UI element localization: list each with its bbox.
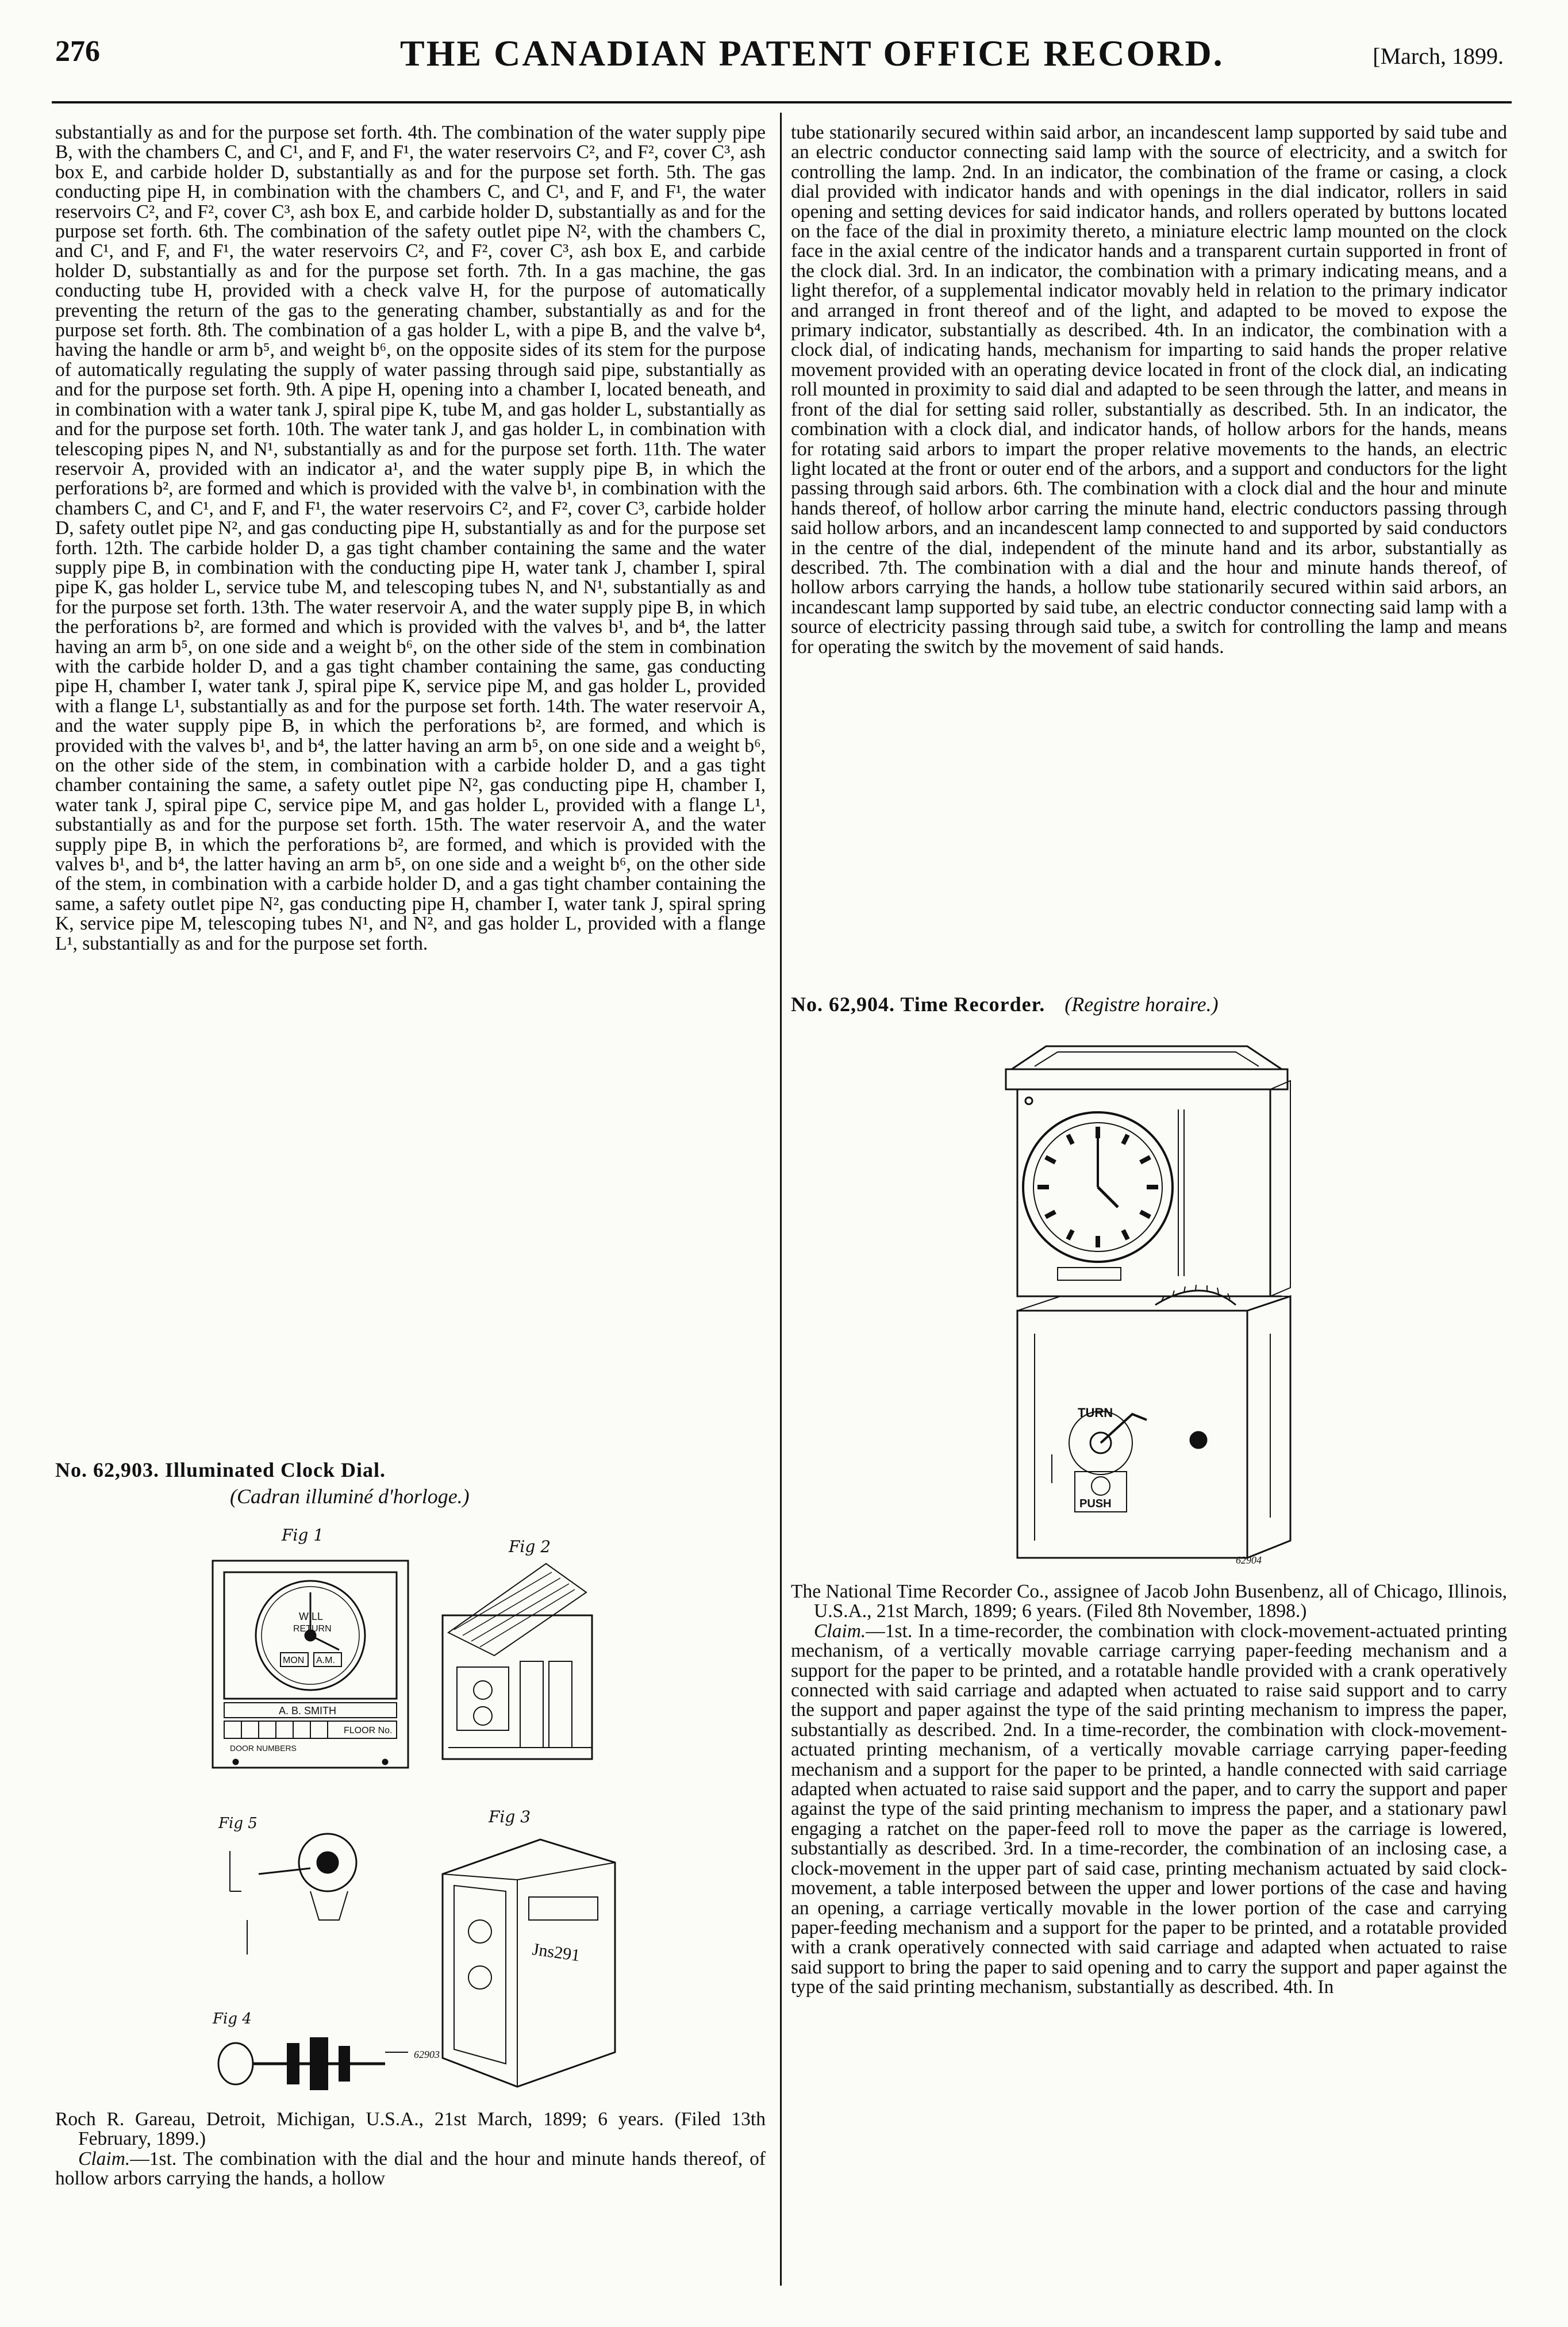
fig2-frame xyxy=(443,1615,592,1759)
recorder-lower-case xyxy=(1017,1311,1247,1558)
recorder-push-button xyxy=(1092,1477,1110,1495)
figure-62904-drawing xyxy=(977,1035,1333,1575)
fig2-column-b xyxy=(549,1661,572,1748)
fig-patent-number: 62903 xyxy=(414,2049,440,2060)
recorder-scale-arc xyxy=(1155,1291,1236,1305)
fig1-dial-text-return: RETURN xyxy=(293,1624,332,1634)
fig3-label: Fig 3 xyxy=(489,1807,531,1826)
entry-62904-text-block xyxy=(791,1582,1507,1998)
fig1-day-text: MON xyxy=(283,1656,305,1665)
figure-62904-illustration xyxy=(977,1035,1333,1575)
figure-62903-illustration xyxy=(195,1518,632,2092)
entry-62903-claim-text: —1st. The combination with the dial and the hour and minute hands thereof, of hollow arbors carrying the hands, a hollow xyxy=(55,2148,766,2190)
entry-62904-heading-line xyxy=(791,992,1219,1016)
header-rule xyxy=(52,101,1512,103)
entry-62903-claim xyxy=(55,2149,766,2189)
entry-62903-heading: No. 62,903. Illuminated Clock Dial. xyxy=(55,1458,386,1481)
left-column-continued-claims xyxy=(55,123,766,1439)
page-header xyxy=(55,32,1504,78)
right-continued-claims-text: tube stationarily secured within said arbor, an incandescent lamp supported by said tube and an electric conductor connecting said lamp with the source of electricity, and a switch for controlling the lamp. 2nd. In an indicator, the combination of the frame or casing, a clock dial provided with indicator hands and with openings in the dial indicator, rollers in said opening and setting devices for said indicator hands, and rollers operated by buttons located on the face of the dial in proximity thereto, a miniature electric lamp mounted on the clock face in the axial centre of the indicator hands and a transparent curtain supported in front of the clock dial. 3rd. In an indicator, the combination with a primary indicating means, and a light therefor, of a supplemental indicator movably held in relation to the primary indicator and arranged in front thereof and of the light, and adapted to be moved to expose the primary indicator, substantially as described. 4th. In an indicator, the combination with a clock dial, of indicating hands, mechanism for imparting to said hands the proper relative movement provided with an operating device located in front of the clock dial, an indicating roll mounted in proximity to said dial and adapted to be seen through the latter, and means in front of the dial for setting said roller, substantially as described. 5th. In an indicator, the combination with a clock dial, and indicator hands, of hollow arbors for the hands, means for rotating said arbors to impart the proper relative movements to the hands, an electric light located at the front or outer end of the arbors, and a support and conductors for the light passing through said arbors. 6th. The combination with a clock dial and the hour and minute hands thereof, of hollow arbor carring the minute hand, electric conductors passing through said hollow arbors, and an incandescent lamp connected to and supported by said conductors in the centre of the dial, independent of the minute hand and its arbor, substantially as described. 7th. The combination with a dial and the hour and minute hands thereof, of hollow arbors carrying the hands, a hollow tube stationarily secured within said arbors, an incandescant lamp supported by said tube, an electric conductor connecting said lamp with a source of electricity passing through said tube, a switch for controlling the lamp and means for operating the switch by the movement of said hands. xyxy=(791,122,1507,658)
entry-62904-applicant: The National Time Recorder Co., assignee of Jacob John Busenbenz, all of Chicago, Illinois, U.S.A., 21st March, 1899; 6 years. (Filed 8th November, 1898.) xyxy=(791,1581,1507,1622)
figure-62903-drawing xyxy=(195,1518,632,2092)
fig3-door-writing: Jns291 xyxy=(531,1940,582,1965)
recorder-turn-label: TURN xyxy=(1078,1406,1113,1420)
entry-62903-applicant-block xyxy=(55,2110,766,2189)
recorder-patent-number: 62904 xyxy=(1236,1554,1262,1566)
recorder-upper-case xyxy=(1017,1089,1270,1296)
entry-62903-french-title: (Cadran illuminé d'horloge.) xyxy=(230,1485,470,1508)
fig3-door xyxy=(454,1886,506,2064)
fig1-label: Fig 1 xyxy=(282,1526,324,1545)
fig1-ampm-text: A.M. xyxy=(316,1656,335,1665)
fig1-nameplate-text: A. B. SMITH xyxy=(279,1705,337,1717)
entry-62903-applicant: Roch R. Gareau, Detroit, Michigan, U.S.A., 21st March, 1899; 6 years. (Filed 13th February, 1899.) xyxy=(55,2109,766,2150)
entry-62904-heading: No. 62,904. Time Recorder. xyxy=(791,993,1046,1016)
fig1-floor-text: FLOOR No. xyxy=(344,1726,393,1735)
column-divider xyxy=(780,113,782,2286)
issue-date: [March, 1899. xyxy=(1373,43,1504,69)
entry-62904-french-title: (Registre horaire.) xyxy=(1064,993,1219,1016)
fig5-lamp xyxy=(317,1852,338,1873)
fig2-hinged-curtain xyxy=(448,1564,586,1656)
recorder-cornice xyxy=(1006,1069,1288,1089)
fig1-dial-text-will: WILL xyxy=(299,1611,324,1622)
entry-62904-claim xyxy=(791,1622,1507,1998)
page-number: 276 xyxy=(55,35,100,68)
page-title: THE CANADIAN PATENT OFFICE RECORD. xyxy=(400,33,1224,74)
fig3-case-outline xyxy=(443,1840,615,2087)
recorder-hour-hand xyxy=(1098,1187,1118,1207)
fig2-column-a xyxy=(520,1661,543,1748)
right-column-continued-claims xyxy=(791,123,1507,985)
recorder-lower-side xyxy=(1247,1296,1290,1558)
fig2-label: Fig 2 xyxy=(509,1537,551,1556)
fig5-label: Fig 5 xyxy=(218,1815,258,1832)
fig1-door-text: DOOR NUMBERS xyxy=(230,1744,297,1753)
continued-claims-text: substantially as and for the purpose set forth. 4th. The combination of the water supply pipe B, with the chambers C, and C¹, and F, and F¹, the water reservoirs C², and F², cover C³, ash box E, and carbide holder D, substantially as and for the purpose set forth. 5th. The gas conducting pipe H, in combination with the chambers C, and C¹, and F, and F¹, the water reservoirs C², and F², cover C³, ash box E, and carbide holder D, substantially as and for the purpose set forth. 6th. The combination of the safety outlet pipe N², with the chambers C, and C¹, and F, and F¹, the water reservoirs C², and F², cover C³, ash box E, and carbide holder D, substantially as and for the purpose set forth. 7th. In a gas machine, the gas conducting tube H, provided with a check valve H, for the purpose of automatically preventing the return of the gas to the generating chamber, substantially as and for the purpose set forth. 8th. The combination of a gas holder L, with a pipe B, and the valve b⁴, having the handle or arm b⁵, and weight b⁶, on the opposite sides of its stem for the purpose of automatically regulating the supply of water passing through said pipe, substantially as and for the purpose set forth. 9th. A pipe H, opening into a chamber I, located beneath, and in combination with a water tank J, spiral pipe K, tube M, and gas holder L, substantially as and for the purpose set forth. 10th. The water tank J, and gas holder L, in combination with telescoping pipes N, and N¹, substantially as and for the purpose set forth. 11th. The water reservoir A, provided with an indicator a¹, and the water supply pipe B, in which the perforations b², are formed and which is provided with the valve b¹, in combination with the chambers C, and C¹, and F, and F¹, the water reservoirs C², and F², cover C³, carbide holder D, safety outlet pipe N², and gas conducting pipe H, substantially as and for the purpose set forth. 12th. The carbide holder D, a gas tight chamber containing the same and the water supply pipe B, in combination with the conducting pipe H, water tank J, chamber I, spiral pipe K, gas holder L, service tube M, and telescoping tubes N, and N¹, substantially as and for the purpose set forth. 13th. The water reservoir A, and the water supply pipe B, in which the perforations b², are formed and which is provided with the valves b¹, and b⁴, the latter having an arm b⁵, on one side and a weight b⁶, on the other side of the stem in combination with the carbide holder D, and a gas tight chamber containing the same, gas conducting pipe H, chamber I, water tank J, spiral pipe K, service pipe M, and gas holder L, provided with a flange L¹, substantially as and for the purpose set forth. 14th. The water reservoir A, and the water supply pipe B, in which the perforations b², are formed, and which is provided with the valves b¹, and b⁴, the latter having an arm b⁵, on one side and a weight b⁶, on the other side of the stem, in combination with a carbide holder D, and a gas tight chamber containing the same, a safety outlet pipe N², gas conducting pipe H, chamber I, water tank J, spiral pipe C, service pipe M, and gas holder L, provided with a flange L¹, substantially as and for the purpose set forth. 15th. The water reservoir A, and the water supply pipe B, in which the perforations b², are formed, and which is provided with the valves b¹, and b⁴, the latter having an arm b⁵, on one side and a weight b⁶, on the other side of the stem, in combination with a carbide holder D, and a gas tight chamber containing the same, a safety outlet pipe N², gas conducting pipe H, chamber I, water tank J, spiral spring K, service pipe M, telescoping tubes N¹, and N², and gas holder L, provided with a flange L¹, substantially as and for the purpose set forth. xyxy=(55,122,766,954)
fig4-label: Fig 4 xyxy=(213,2010,252,2028)
recorder-keyhole xyxy=(1190,1432,1206,1448)
recorder-push-label: PUSH xyxy=(1079,1497,1112,1510)
entry-62904-claim-text: —1st. In a time-recorder, the combination with clock-movement-actuated printing mechanism, of a vertically movable carriage carrying paper-feeding mechanism and a support for the paper to be printed, and a rotatable handle provided with a crank operatively connected with said carriage and adapted when actuated to raise said support and to carry the support and paper against the type of the said printing mechanism to impress the paper, substantially as described. 2nd. In a time-recorder, the combination with clock-movement-actuated printing mechanism, of a vertically movable carriage carrying paper-feeding mechanism and a support for the paper to be printed, a handle connected with said carriage adapted when actuated to raise said support and the paper, and to carry the support and paper against the type of the said printing mechanism to impress the paper, and a stationary pawl engaging a ratchet on the paper-feed roll to move the paper as the carriage is lowered, substantially as described. 3rd. In a time-recorder, the combination of an inclosing case, a clock-movement in the upper part of said case, printing mechanism actuated by said clock-movement, a table interposed between the upper and lower portions of the case and having an opening, a carriage vertically movable in the lower portion of the case and carrying paper-feeding mechanism and a support for the paper to be printed, and a rotatable provided with a crank operatively connected with said carriage and adapted when actuated to raise said support to bring the paper to said opening and to carry the support and paper against the type of the said printing mechanism, substantially as described. 4th. In xyxy=(791,1620,1507,1998)
recorder-top-cap xyxy=(1012,1046,1282,1069)
entry-62904-claim-label: Claim. xyxy=(814,1620,866,1642)
recorder-card-slot xyxy=(1058,1268,1121,1280)
fig4-bulb xyxy=(218,2043,253,2084)
entry-62903-claim-label: Claim. xyxy=(78,2148,130,2169)
